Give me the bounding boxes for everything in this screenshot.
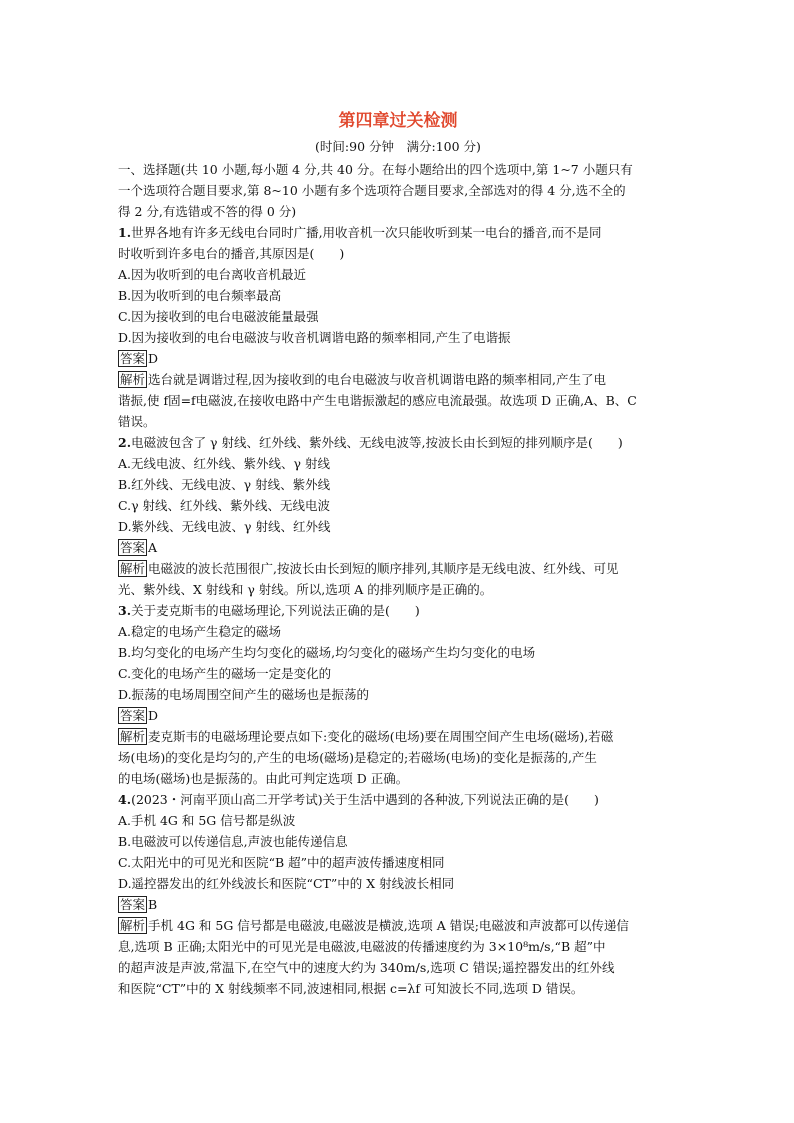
intro-line: 一个选项符合题目要求,第 8~10 小题有多个选项符合题目要求,全部选对的得 4 分,选不全的 [118,183,626,198]
option-d: D.因为接收到的电台电磁波与收音机调谐电路的频率相同,产生了电谐振 [118,330,511,345]
analysis-text: 和医院“CT”中的 X 射线频率不同,波速相同,根据 c=λf 可知波长不同,选项 D 错误。 [118,981,584,996]
option-b: B.电磁波可以传递信息,声波也能传递信息 [118,834,348,849]
analysis-row [118,915,678,936]
question-3 [118,600,678,789]
answer-value: D [148,708,159,723]
option-d: D.遥控器发出的红外线波长和医院“CT”中的 X 射线波长相同 [118,876,455,891]
option-d: D.紫外线、无线电波、γ 射线、红外线 [118,519,331,534]
answer-row [118,894,678,915]
question-2 [118,432,678,600]
answer-value: D [148,351,159,366]
question-stem: (2023・河南平顶山高二开学考试)关于生活中遇到的各种波,下列说法正确的是( ) [131,792,599,807]
question-number: 4. [118,792,132,807]
analysis-text: 错误。 [118,414,156,429]
option-c: C.因为接收到的电台电磁波能量最强 [118,309,319,324]
exam-info: (时间:90 分钟 满分:100 分) [315,139,481,154]
answer-row [118,537,678,558]
question-number: 2. [118,435,132,450]
answer-tag: 答案 [120,708,146,723]
option-a: A.手机 4G 和 5G 信号都是纵波 [118,813,296,828]
question-4 [118,789,678,999]
option-b: B.红外线、无线电波、γ 射线、紫外线 [118,477,331,492]
option-b: B.均匀变化的电场产生均匀变化的磁场,均匀变化的磁场产生均匀变化的电场 [118,645,536,660]
page-title: 第四章过关检测 [338,111,458,131]
intro-line: 一、选择题(共 10 小题,每小题 4 分,共 40 分。在每小题给出的四个选项中,第 1~7 小题只有 [118,162,633,177]
analysis-tag: 解析 [120,372,146,387]
question-stem: 电磁波包含了 γ 射线、红外线、紫外线、无线电波等,按波长由长到短的排列顺序是( ) [131,435,623,450]
answer-tag: 答案 [120,351,146,366]
analysis-tag: 解析 [120,561,146,576]
analysis-text: 场(电场)的变化是均匀的,产生的电场(磁场)是稳定的;若磁场(电场)的变化是振荡的,产生 [118,750,597,765]
analysis-text: 息,选项 B 正确;太阳光中的可见光是电磁波,电磁波的传播速度约为 3×10⁸m/s,“B 超”中 [118,939,606,954]
answer-tag: 答案 [120,897,146,912]
section-intro [118,159,678,222]
option-a: A.稳定的电场产生稳定的磁场 [118,624,282,639]
option-a: A.无线电波、红外线、紫外线、γ 射线 [118,456,330,471]
answer-row [118,348,678,369]
option-c: C.太阳光中的可见光和医院“B 超”中的超声波传播速度相同 [118,855,445,870]
document-page [118,100,678,999]
intro-line: 得 2 分,有选错或不答的得 0 分) [118,204,297,219]
answer-tag: 答案 [120,540,146,555]
question-number: 1. [118,225,132,240]
option-c: C.γ 射线、红外线、紫外线、无线电波 [118,498,331,513]
answer-value: B [148,897,158,912]
option-d: D.振荡的电场周围空间产生的磁场也是振荡的 [118,687,370,702]
analysis-text: 手机 4G 和 5G 信号都是电磁波,电磁波是横波,选项 A 错误;电磁波和声波都可以传递信 [148,918,629,933]
analysis-row [118,726,678,747]
question-stem: 时收听到许多电台的播音,其原因是( ) [118,246,345,261]
analysis-text: 谐振,使 f固=f电磁波,在接收电路中产生电谐振激起的感应电流最强。故选项 D 正确,A、B、C [118,393,637,408]
analysis-text: 麦克斯韦的电磁场理论要点如下:变化的磁场(电场)要在周围空间产生电场(磁场),若磁 [148,729,614,744]
analysis-text: 光、紫外线、X 射线和 γ 射线。所以,选项 A 的排列顺序是正确的。 [118,582,493,597]
analysis-tag: 解析 [120,918,146,933]
analysis-row [118,558,678,579]
answer-value: A [148,540,158,555]
question-stem: 世界各地有许多无线电台同时广播,用收音机一次只能收听到某一电台的播音,而不是同 [131,225,602,240]
answer-row [118,705,678,726]
question-number: 3. [118,603,132,618]
analysis-text: 电磁波的波长范围很广,按波长由长到短的顺序排列,其顺序是无线电波、红外线、可见 [148,561,619,576]
question-stem: 关于麦克斯韦的电磁场理论,下列说法正确的是( ) [131,603,420,618]
analysis-row [118,369,678,390]
option-a: A.因为收听到的电台离收音机最近 [118,267,307,282]
option-b: B.因为收听到的电台频率最高 [118,288,282,303]
option-c: C.变化的电场产生的磁场一定是变化的 [118,666,332,681]
analysis-tag: 解析 [120,729,146,744]
analysis-text: 的超声波是声波,常温下,在空气中的速度大约为 340m/s,选项 C 错误;遥控器发出的红外线 [118,960,615,975]
analysis-text: 选台就是调谐过程,因为接收到的电台电磁波与收音机调谐电路的频率相同,产生了电 [148,372,606,387]
question-1 [118,222,678,432]
analysis-text: 的电场(磁场)也是振荡的。由此可判定选项 D 正确。 [118,771,409,786]
